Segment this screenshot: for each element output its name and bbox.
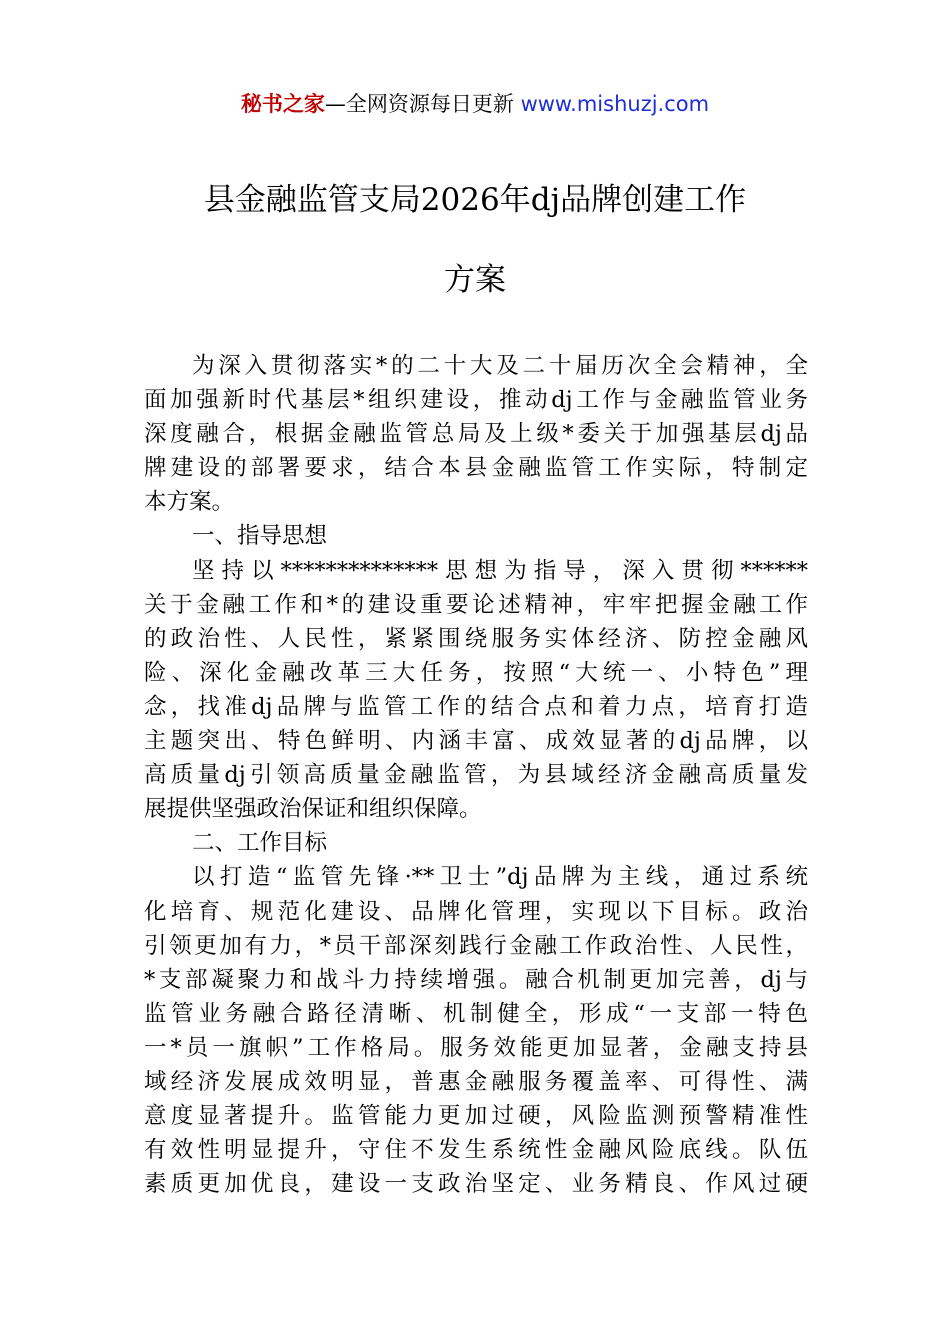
- body-line: *支部凝聚力和战斗力持续增强。融合机制更加完善，dj与: [144, 966, 808, 993]
- body-line: 深度融合，根据金融监管总局及上级*委关于加强基层dj品: [144, 421, 808, 448]
- body-line: 有效性明显提升，守住不发生系统性金融风险底线。队伍: [144, 1137, 808, 1164]
- body-line: 高质量dj引领高质量金融监管，为县域经济金融高质量发: [144, 762, 808, 789]
- document-body: [144, 349, 808, 1201]
- body-line: 展提供坚强政治保证和组织保障。: [144, 796, 482, 823]
- body-line: 化培育、规范化建设、品牌化管理，实现以下目标。政治: [144, 898, 808, 925]
- body-line: 主题突出、特色鲜明、内涵丰富、成效显著的dj品牌，以: [144, 728, 808, 755]
- site-slogan: —全网资源每日更新: [324, 92, 514, 116]
- body-line: 关于金融工作和*的建设重要论述精神，牢牢把握金融工作: [144, 591, 808, 618]
- site-url-link[interactable]: www.mishuzj.com: [520, 92, 710, 116]
- body-line: 引领更加有力，*员干部深刻践行金融工作政治性、人民性，: [144, 932, 808, 959]
- section-heading: 二、工作目标: [192, 830, 328, 857]
- section-heading: 一、指导思想: [192, 523, 328, 550]
- document-title-line-2: 方案: [444, 262, 506, 298]
- document-title-line-1: 县金融监管支局2026年dj品牌创建工作: [203, 182, 747, 218]
- body-line: 意度显著提升。监管能力更加过硬，风险监测预警精准性: [144, 1103, 808, 1130]
- body-line: 监管业务融合路径清晰、机制健全，形成“一支部一特色: [144, 1000, 808, 1027]
- body-line: 面加强新时代基层*组织建设，推动dj工作与金融监管业务: [144, 387, 808, 414]
- body-line: 险、深化金融改革三大任务，按照“大统一、小特色”理: [144, 659, 808, 686]
- site-brand: 秘书之家: [240, 92, 325, 116]
- site-header: [0, 88, 950, 120]
- body-line: 坚持以**************思想为指导，深入贯彻******: [192, 557, 808, 584]
- body-line: 为深入贯彻落实*的二十大及二十届历次全会精神，全: [192, 353, 808, 379]
- body-line: 以打造“监管先锋·**卫士”dj品牌为主线，通过系统: [192, 864, 808, 891]
- body-line: 素质更加优良，建设一支政治坚定、业务精良、作风过硬: [144, 1171, 808, 1198]
- body-line: 域经济发展成效明显，普惠金融服务覆盖率、可得性、满: [144, 1068, 808, 1095]
- body-line: 的政治性、人民性，紧紧围绕服务实体经济、防控金融风: [144, 625, 808, 652]
- body-line: 本方案。: [144, 489, 235, 516]
- body-line: 一*员一旗帜”工作格局。服务效能更加显著，金融支持县: [144, 1034, 808, 1061]
- body-line: 念，找准dj品牌与监管工作的结合点和着力点，培育打造: [144, 693, 808, 720]
- body-line: 牌建设的部署要求，结合本县金融监管工作实际，特制定: [144, 455, 808, 482]
